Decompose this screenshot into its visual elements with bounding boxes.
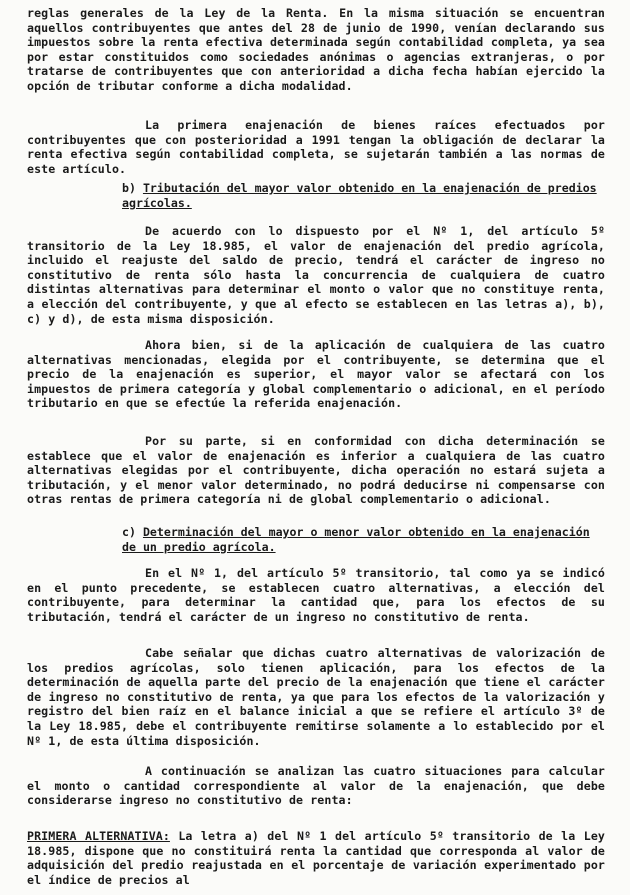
paragraph: A continuación se analizan las cuatro situaciones para calcular el monto o cantidad correspondiente al valor de la enajenación, que debe considerarse ingreso no constitutivo de renta: <box>27 764 605 808</box>
paragraph: Por su parte, si en conformidad con dicha determinación se establece que el valor de enajenación es inferior a cualquiera de las cuatro alternativas elegidas por el contribuyente, dicha operación no estará sujeta a tributación, y el menor valor determinado, no podrá deducirse ni compensarse con otras rentas de primera categoría ni de global complementario o adicional. <box>27 434 605 507</box>
paragraph: Cabe señalar que dichas cuatro alternativas de valorización de los predios agrícolas, solo tienen aplicación, para los efectos de la determinación de aquella parte del precio de la enajenación que tiene el carácter de ingreso no constitutivo de renta, ya que para los efectos de la valorización y registro del bien raíz en el balance inicial a que se refiere el artículo 3º de la Ley 18.985, debe el contribuyente remitirse solamente a lo establecido por el Nº 1, de esta última disposición. <box>27 646 605 748</box>
subheading-c: c) Determinación del mayor o menor valor obtenido en la enajenación de un predio agrícola. <box>122 525 590 554</box>
paragraph: La primera enajenación de bienes raíces efectuados por contribuyentes que con posterioridad a 1991 tengan la obligación de declarar la renta efectiva según contabilidad completa, se sujetarán también a las normas de este artículo. <box>27 118 605 176</box>
paragraph: reglas generales de la Ley de la Renta. En la misma situación se encuentran aquellos contribuyentes que antes del 28 de junio de 1990, venían declarando sus impuestos sobre la renta efectiva determinada según contabilidad completa, ya sea por estar constituidos como sociedades anónimas o agencias extranjeras, o por tratarse de contribuyentes que con anterioridad a dicha fecha habían ejercido la opción de tributar conforme a dicha modalidad. <box>27 6 605 93</box>
subheading-b: b) Tributación del mayor valor obtenido en la enajenación de predios agrícolas. <box>122 181 597 210</box>
section-lead: PRIMERA ALTERNATIVA: <box>27 829 170 843</box>
paragraph: PRIMERA ALTERNATIVA: La letra a) del Nº 1 del artículo 5º transitorio de la Ley 18.985, dispone que no constituirá renta la cantidad que corresponda al valor de adquisición del predio reajustada en el porcentaje de variación experimentado por el índice de precios al <box>27 829 605 887</box>
paragraph: En el Nº 1, del artículo 5º transitorio, tal como ya se indicó en el punto precedente, se establecen cuatro alternativas, a elección del contribuyente, para determinar la cantidad que, para los efectos de su tributación, tendrá el carácter de un ingreso no constitutivo de renta. <box>27 566 605 624</box>
paragraph: De acuerdo con lo dispuesto por el Nº 1, del artículo 5º transitorio de la Ley 18.985, el valor de enajenación del predio agrícola, incluido el reajuste del saldo de precio, tendrá el carácter de ingreso no constitutivo de renta sólo hasta la concurrencia de cualquiera de cuatro distintas alternativas para determinar el monto o valor que no constituye renta, a elección del contribuyente, y que al efecto se establecen en las letras a), b), c) y d), de esta misma disposición. <box>27 224 605 326</box>
paragraph: Ahora bien, si de la aplicación de cualquiera de las cuatro alternativas mencionadas, elegida por el contribuyente, se determina que el precio de la enajenación es superior, el mayor valor se afectará con los impuestos de primera categoría y global complementario o adicional, en el período tributario en que se efectúe la referida enajenación. <box>27 338 605 411</box>
